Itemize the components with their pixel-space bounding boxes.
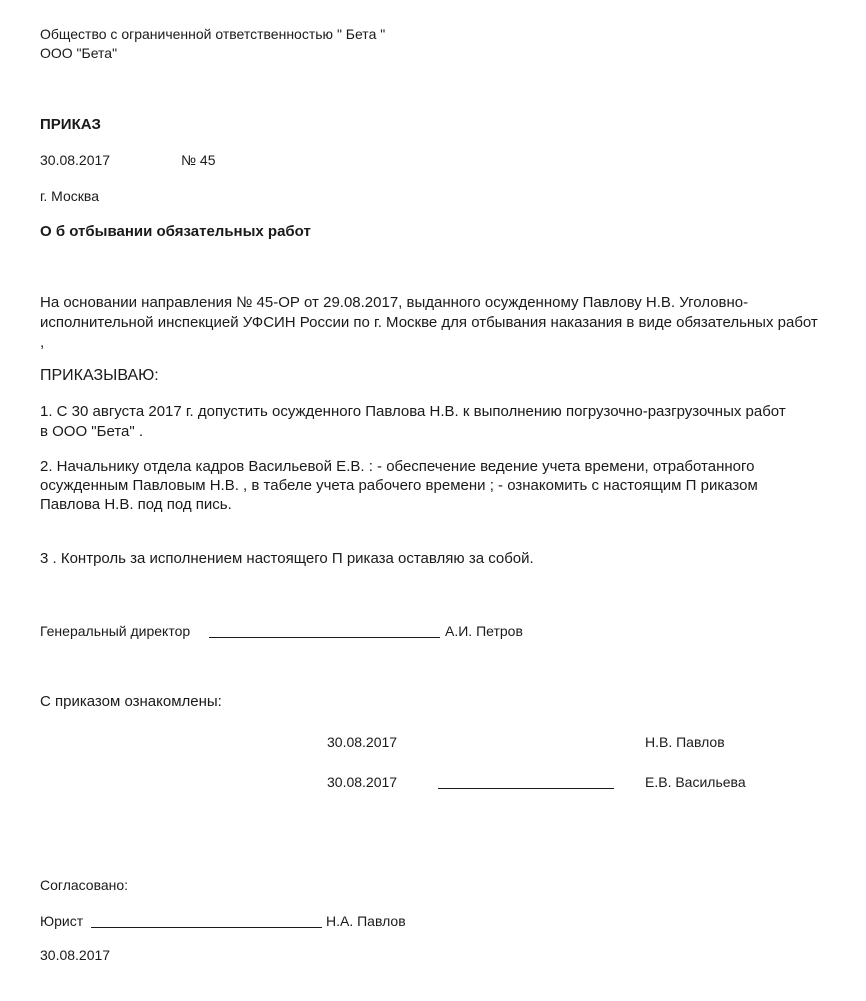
org-full-name: Общество с ограниченной ответственностью " Бета " (40, 26, 386, 42)
acquainted-date-2: 30.08.2017 (327, 774, 398, 790)
order-title: ПРИКАЗ (40, 116, 101, 133)
acquainted-heading: С приказом ознакомлены: (40, 693, 222, 710)
lawyer-position: Юрист (40, 913, 84, 929)
item-1-line-1: 1. С 30 августа 2017 г. допустить осужденного Павлова Н.В. к выполнению погрузочно-разгрузочных работ (40, 403, 786, 420)
director-name: А.И. Петров (445, 623, 523, 639)
basis-line-3: , (40, 334, 45, 351)
org-short-name: ООО "Бета" (40, 45, 118, 61)
director-signature-line (209, 637, 440, 638)
acquainted-name-1: Н.В. Павлов (645, 734, 725, 750)
order-number: № 45 (181, 152, 216, 168)
order-word: ПРИКАЗЫВАЮ: (40, 367, 159, 384)
acquainted-signature-line (438, 788, 614, 789)
order-date: 30.08.2017 (40, 152, 111, 168)
acquainted-date-1: 30.08.2017 (327, 734, 398, 750)
agreed-date: 30.08.2017 (40, 947, 111, 963)
agreed-heading: Согласовано: (40, 877, 129, 893)
lawyer-name: Н.А. Павлов (326, 913, 406, 929)
basis-line-1: На основании направления № 45-ОР от 29.08.2017, выданного осужденному Павлову Н.В. Уголовно- (40, 294, 749, 311)
order-city: г. Москва (40, 188, 99, 204)
item-2-line-1: 2. Начальнику отдела кадров Васильевой Е.В. : - обеспечение ведение учета времени, отработанного (40, 458, 755, 475)
item-3: 3 . Контроль за исполнением настоящего П риказа оставляю за собой. (40, 550, 534, 567)
director-position: Генеральный директор (40, 623, 191, 639)
lawyer-signature-line (91, 927, 322, 928)
order-subject: О б отбывании обязательных работ (40, 223, 311, 240)
basis-line-2: исполнительной инспекцией УФСИН России по г. Москве для отбывания наказания в виде обязательных работ (40, 314, 818, 331)
acquainted-name-2: Е.В. Васильева (645, 774, 746, 790)
item-1-line-2: в ООО "Бета" . (40, 423, 144, 440)
item-2-line-2: осужденным Павловым Н.В. , в табеле учета рабочего времени ; - ознакомить с настоящим П риказом (40, 477, 758, 494)
item-2-line-3: Павлова Н.В. под под пись. (40, 496, 232, 513)
